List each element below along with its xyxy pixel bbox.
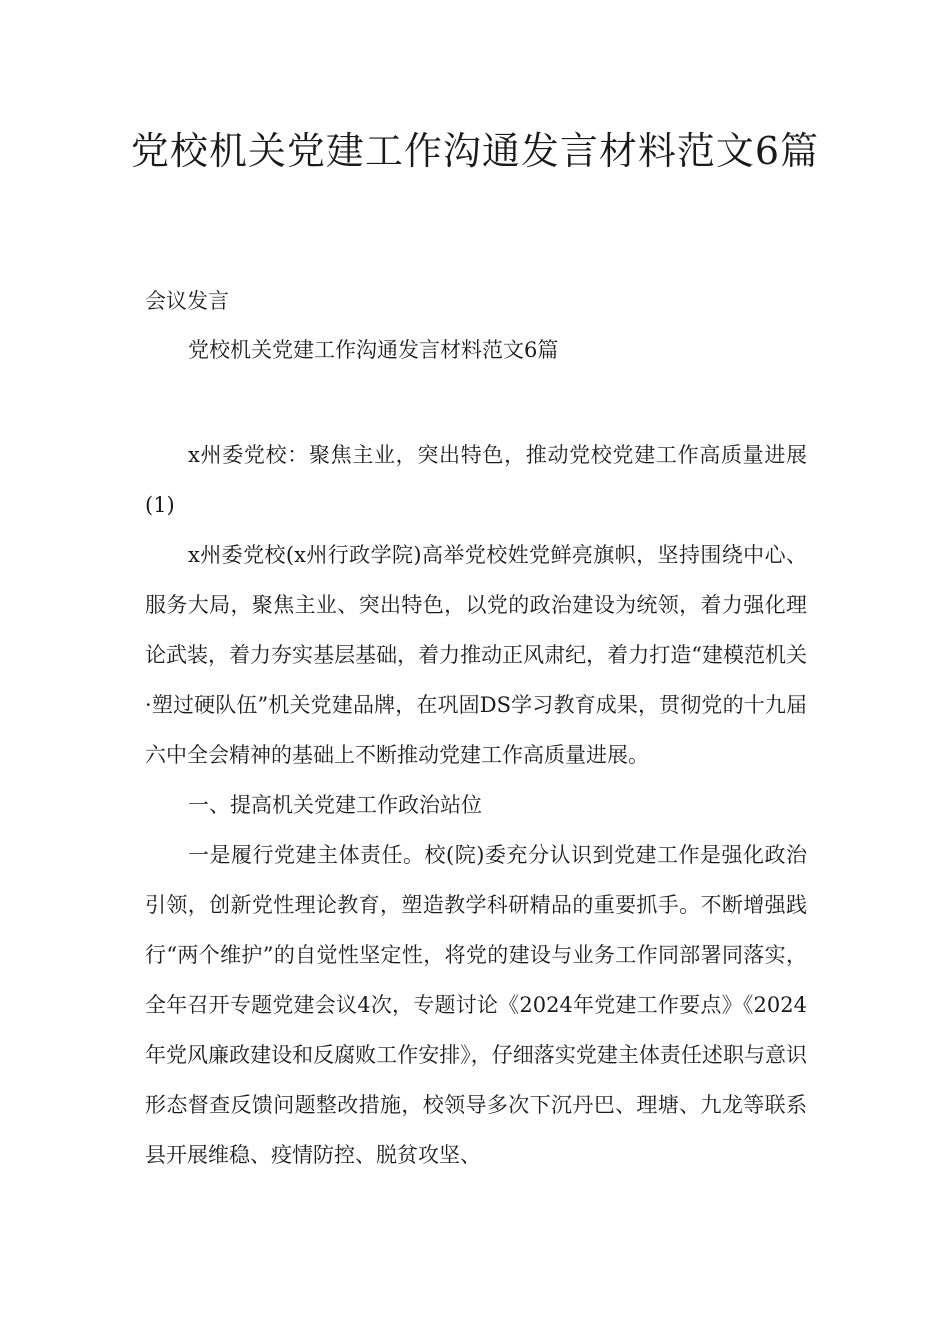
document-subtitle: 党校机关党建工作沟通发言材料范文6篇: [188, 338, 559, 362]
document-category: 会议发言: [145, 289, 229, 313]
document-title: 党校机关党建工作沟通发言材料范文6篇: [130, 129, 820, 173]
paragraph-intro: x州委党校(x州行政学院)高举党校姓党鲜亮旗帜，坚持围绕中心、服务大局，聚焦主业、突出特色，以党的政治建设为统领，着力强化理论武装，着力夯实基层基础，着力推动正风肃纪，着力打造“建模范机关·塑过硬队伍”机关党建品牌，在巩固DS学习教育成果，贯彻党的十九届六中全会精神的基础上不断推动党建工作高质量进展。: [145, 543, 807, 767]
paragraph-section-1: 一是履行党建主体责任。校(院)委充分认识到党建工作是强化政治引领，创新党性理论教育，塑造教学科研精品的重要抓手。不断增强践行“两个维护”的自觉性坚定性，将党的建设与业务工作同部署同落实，全年召开专题党建会议4次，专题讨论《2024年党建工作要点》《2024年党风廉政建设和反腐败工作安排》，仔细落实党建主体责任述职与意识形态督查反馈问题整改措施，校领导多次下沉丹巴、理塘、九龙等联系县开展维稳、疫情防控、脱贫攻坚、: [145, 843, 807, 1167]
document-body: [145, 430, 807, 1180]
paragraph-heading-1: x州委党校：聚焦主业，突出特色，推动党校党建工作高质量进展(1): [145, 443, 807, 517]
section-heading-1: 一、提高机关党建工作政治站位: [188, 793, 482, 817]
